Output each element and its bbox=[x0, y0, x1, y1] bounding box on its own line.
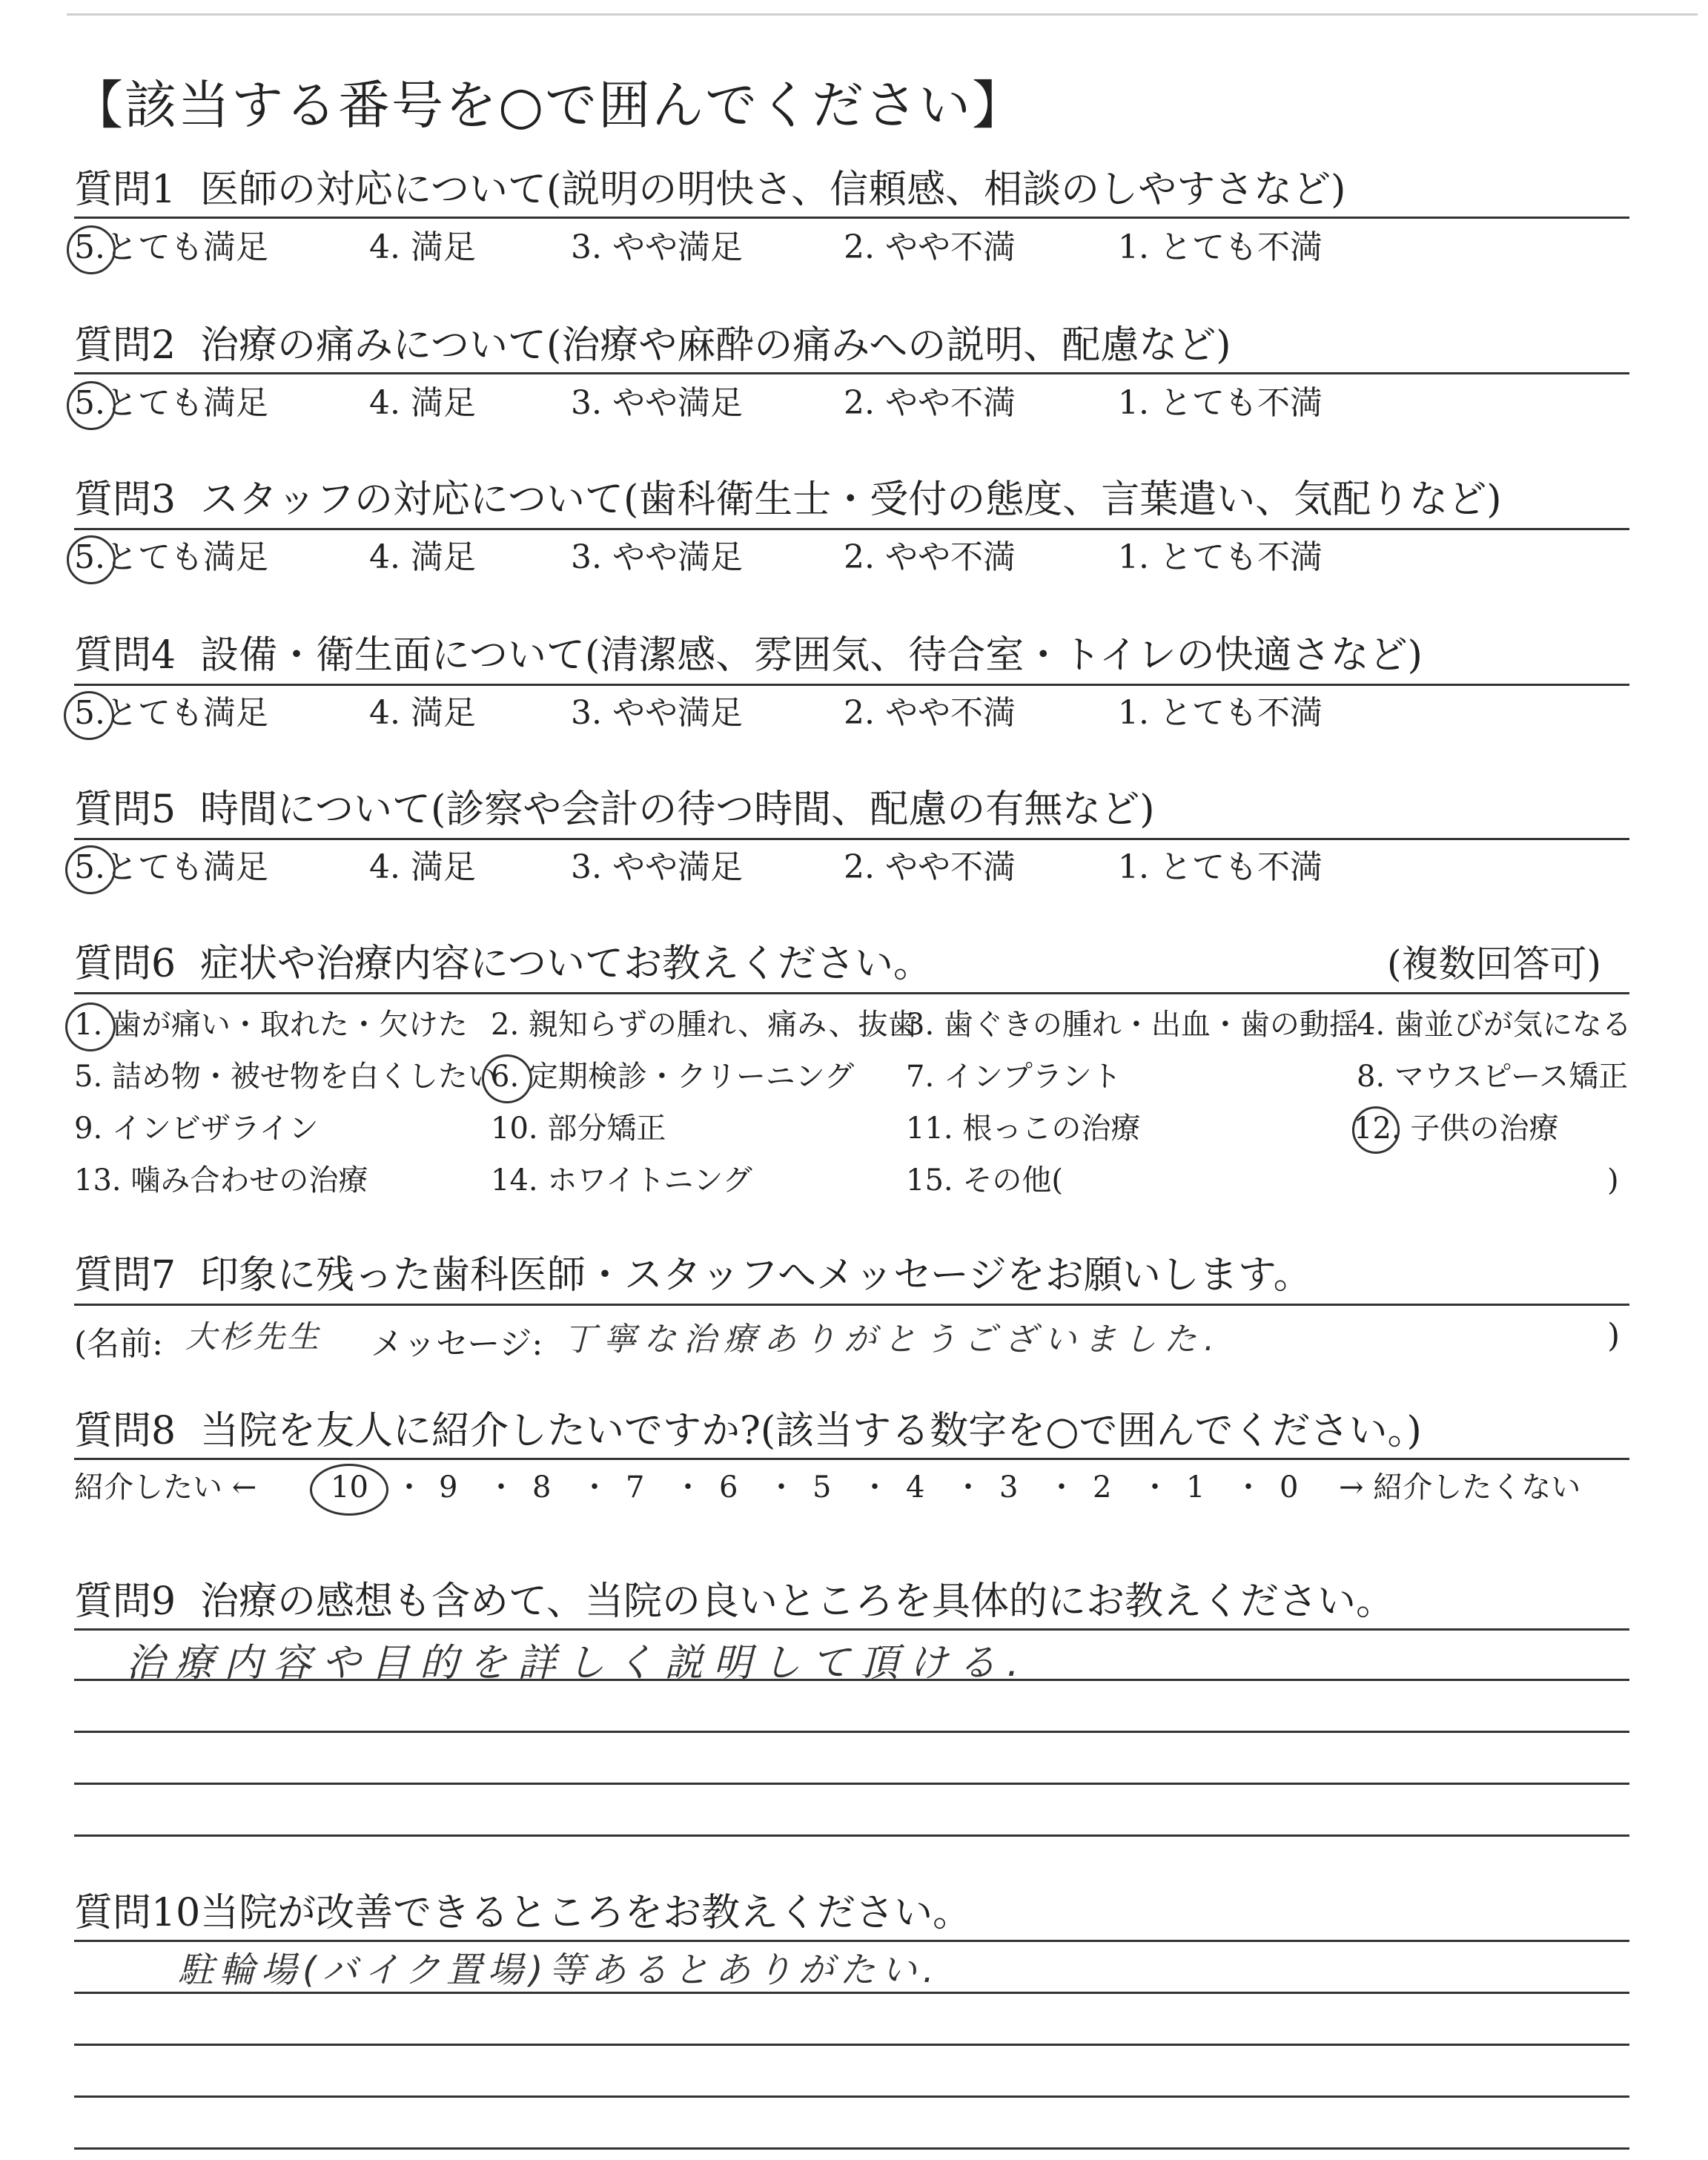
answer-text-q10[interactable]: 駐輪場(バイク置場)等あるとありがたい. bbox=[178, 1949, 940, 1991]
question-6 bbox=[74, 939, 1631, 989]
answer-line bbox=[74, 2095, 1629, 2098]
scale-dot: ・ bbox=[673, 1470, 703, 1505]
option-3[interactable]: 3. やや満足 bbox=[571, 538, 743, 576]
scale-dot: ・ bbox=[580, 1470, 609, 1505]
treatment-option[interactable]: 10. 部分矯正 bbox=[491, 1112, 666, 1146]
name-value[interactable]: 大杉先生 bbox=[185, 1318, 322, 1355]
treatment-option[interactable]: 5. 詰め物・被せ物を白くしたい bbox=[74, 1060, 497, 1094]
rating-options-q2 bbox=[74, 383, 1631, 424]
option-3[interactable]: 3. やや満足 bbox=[571, 694, 743, 732]
option-5[interactable]: 5.とても満足 bbox=[74, 384, 268, 422]
question-number: 質問8 bbox=[74, 1409, 176, 1453]
answer-text-q9[interactable]: 治療内容や目的を詳しく説明して頂ける. bbox=[126, 1641, 1030, 1685]
scale-dot: ・ bbox=[767, 1470, 796, 1505]
question-text: 症状や治療内容についてお教えください。 bbox=[200, 942, 932, 986]
option-2[interactable]: 2. やや不満 bbox=[844, 848, 1016, 886]
treatment-option[interactable]: 14. ホワイトニング bbox=[491, 1163, 752, 1198]
scale-value-1[interactable]: 1 bbox=[1186, 1470, 1205, 1505]
scale-dot: ・ bbox=[1140, 1470, 1170, 1505]
recommend-scale bbox=[74, 1467, 1631, 1511]
option-3[interactable]: 3. やや満足 bbox=[571, 848, 743, 886]
option-2[interactable]: 2. やや不満 bbox=[844, 384, 1016, 422]
message-label: メッセージ: bbox=[371, 1325, 543, 1363]
question-number: 質問10 bbox=[74, 1891, 201, 1935]
question-7 bbox=[74, 1250, 1631, 1301]
question-3 bbox=[74, 475, 1631, 525]
answer-line bbox=[74, 1628, 1629, 1631]
option-1[interactable]: 1. とても不満 bbox=[1118, 228, 1323, 266]
question-text: 治療の痛みについて(治療や麻酔の痛みへの説明、配慮など) bbox=[200, 323, 1231, 368]
question-number: 質問6 bbox=[74, 942, 176, 986]
question-text: 設備・衛生面について(清潔感、雰囲気、待合室・トイレの快適さなど) bbox=[200, 633, 1423, 678]
option-2[interactable]: 2. やや不満 bbox=[844, 694, 1016, 732]
treatment-option[interactable]: 11. 根っこの治療 bbox=[906, 1112, 1141, 1146]
question-rule bbox=[74, 1458, 1629, 1460]
question-number: 質問4 bbox=[74, 633, 176, 678]
question-text: 医師の対応について(説明の明快さ、信頼感、相談のしやすさなど) bbox=[200, 168, 1346, 212]
option-3[interactable]: 3. やや満足 bbox=[571, 384, 743, 422]
question-number: 質問1 bbox=[74, 168, 176, 212]
question-number: 質問2 bbox=[74, 323, 176, 368]
scale-value-6[interactable]: 6 bbox=[719, 1470, 738, 1505]
page-heading: 【該当する番号を○で囲んでください】 bbox=[71, 75, 1026, 136]
treatment-option[interactable]: 6. 定期検診・クリーニング bbox=[491, 1060, 855, 1094]
scale-value-7[interactable]: 7 bbox=[626, 1470, 645, 1505]
scale-value-0[interactable]: 0 bbox=[1280, 1470, 1299, 1505]
option-5[interactable]: 5.とても満足 bbox=[74, 848, 268, 886]
question-9 bbox=[74, 1576, 1631, 1627]
name-label: (名前: bbox=[74, 1325, 163, 1363]
question-rule bbox=[74, 684, 1629, 686]
answer-line bbox=[74, 2044, 1629, 2046]
scale-value-4[interactable]: 4 bbox=[906, 1470, 925, 1505]
answer-line bbox=[74, 2147, 1629, 2150]
multiple-answer-note: (複数回答可) bbox=[1386, 942, 1601, 985]
question-10 bbox=[74, 1888, 1631, 1938]
treatment-option[interactable]: 2. 親知らずの腫れ、痛み、抜歯 bbox=[491, 1008, 918, 1042]
treatment-option[interactable]: 15. その他( bbox=[906, 1163, 1063, 1198]
question-text: 印象に残った歯科医師・スタッフへメッセージをお願いします。 bbox=[200, 1253, 1312, 1298]
question-rule bbox=[74, 838, 1629, 840]
message-close-paren: ) bbox=[1607, 1317, 1621, 1355]
treatment-option[interactable]: 13. 噛み合わせの治療 bbox=[74, 1163, 368, 1198]
option-4[interactable]: 4. 満足 bbox=[369, 694, 476, 732]
option-1[interactable]: 1. とても不満 bbox=[1118, 538, 1323, 576]
question-text: 当院を友人に紹介したいですか?(該当する数字を○で囲んでください。) bbox=[200, 1409, 1422, 1453]
scale-value-3[interactable]: 3 bbox=[999, 1470, 1019, 1505]
question-rule bbox=[74, 1304, 1629, 1306]
scale-dot: ・ bbox=[486, 1470, 516, 1505]
message-value[interactable]: 丁寧な治療ありがとうございました. bbox=[563, 1321, 1222, 1358]
option-2[interactable]: 2. やや不満 bbox=[844, 538, 1016, 576]
question-rule bbox=[74, 372, 1629, 374]
question-text: 治療の感想も含めて、当院の良いところを具体的にお教えください。 bbox=[200, 1579, 1394, 1624]
option-2[interactable]: 2. やや不満 bbox=[844, 228, 1016, 266]
question-text: スタッフの対応について(歯科衛生士・受付の態度、言葉遣い、気配りなど) bbox=[200, 478, 1502, 522]
option-1[interactable]: 1. とても不満 bbox=[1118, 848, 1323, 886]
question-text: 当院が改善できるところをお教えください。 bbox=[200, 1891, 972, 1935]
question-1 bbox=[74, 165, 1631, 215]
scale-left-label: 紹介したい ← bbox=[74, 1470, 257, 1505]
treatment-option[interactable]: 8. マウスピース矯正 bbox=[1357, 1060, 1629, 1094]
treatment-option[interactable]: 1. 歯が痛い・取れた・欠けた bbox=[74, 1008, 468, 1042]
question-4 bbox=[74, 630, 1631, 681]
question-text: 時間について(診察や会計の待つ時間、配慮の有無など) bbox=[200, 787, 1155, 832]
scale-value-2[interactable]: 2 bbox=[1093, 1470, 1112, 1505]
scale-dot: ・ bbox=[953, 1470, 983, 1505]
question-rule bbox=[74, 528, 1629, 530]
option-5[interactable]: 5.とても満足 bbox=[74, 228, 268, 266]
question-2 bbox=[74, 320, 1631, 371]
treatment-option[interactable]: 3. 歯ぐきの腫れ・出血・歯の動揺 bbox=[906, 1008, 1359, 1042]
rating-options-q3 bbox=[74, 537, 1631, 578]
answer-line bbox=[74, 1731, 1629, 1733]
scale-dot: ・ bbox=[860, 1470, 890, 1505]
treatment-option[interactable]: 12. 子供の治療 bbox=[1354, 1112, 1559, 1146]
scale-value-8[interactable]: 8 bbox=[532, 1470, 552, 1505]
treatment-option[interactable]: 9. インビザライン bbox=[74, 1112, 319, 1146]
other-close-paren: ) bbox=[1607, 1163, 1619, 1198]
scale-dot: ・ bbox=[394, 1470, 424, 1505]
question-8 bbox=[74, 1406, 1631, 1456]
option-4[interactable]: 4. 満足 bbox=[369, 538, 476, 576]
top-border bbox=[67, 13, 1698, 16]
answer-line bbox=[74, 1783, 1629, 1785]
scale-value-9[interactable]: 9 bbox=[439, 1470, 458, 1505]
question-rule bbox=[74, 217, 1629, 219]
scale-right-label: → 紹介したくない bbox=[1339, 1470, 1581, 1505]
treatment-options bbox=[74, 1005, 1631, 1228]
scale-dot: ・ bbox=[1234, 1470, 1263, 1505]
scale-value-10[interactable]: 10 bbox=[331, 1470, 368, 1505]
option-4[interactable]: 4. 満足 bbox=[369, 848, 476, 886]
rating-options-q4 bbox=[74, 693, 1631, 734]
option-3[interactable]: 3. やや満足 bbox=[571, 228, 743, 266]
rating-options-q1 bbox=[74, 227, 1631, 268]
scale-dot: ・ bbox=[1047, 1470, 1076, 1505]
option-1[interactable]: 1. とても不満 bbox=[1118, 694, 1323, 732]
option-1[interactable]: 1. とても不満 bbox=[1118, 384, 1323, 422]
treatment-option[interactable]: 4. 歯並びが気になる bbox=[1357, 1008, 1632, 1042]
question-5 bbox=[74, 785, 1631, 835]
question-number: 質問7 bbox=[74, 1253, 176, 1298]
answer-line bbox=[74, 1834, 1629, 1837]
option-4[interactable]: 4. 満足 bbox=[369, 228, 476, 266]
option-4[interactable]: 4. 満足 bbox=[369, 384, 476, 422]
option-5[interactable]: 5.とても満足 bbox=[74, 538, 268, 576]
option-5[interactable]: 5.とても満足 bbox=[74, 694, 268, 732]
scale-value-5[interactable]: 5 bbox=[812, 1470, 832, 1505]
question-number: 質問3 bbox=[74, 478, 176, 522]
treatment-option[interactable]: 7. インプラント bbox=[906, 1060, 1122, 1094]
question-number: 質問9 bbox=[74, 1579, 176, 1624]
question-rule bbox=[74, 992, 1629, 994]
rating-options-q5 bbox=[74, 847, 1631, 888]
question-number: 質問5 bbox=[74, 787, 176, 832]
message-row bbox=[74, 1312, 1631, 1364]
